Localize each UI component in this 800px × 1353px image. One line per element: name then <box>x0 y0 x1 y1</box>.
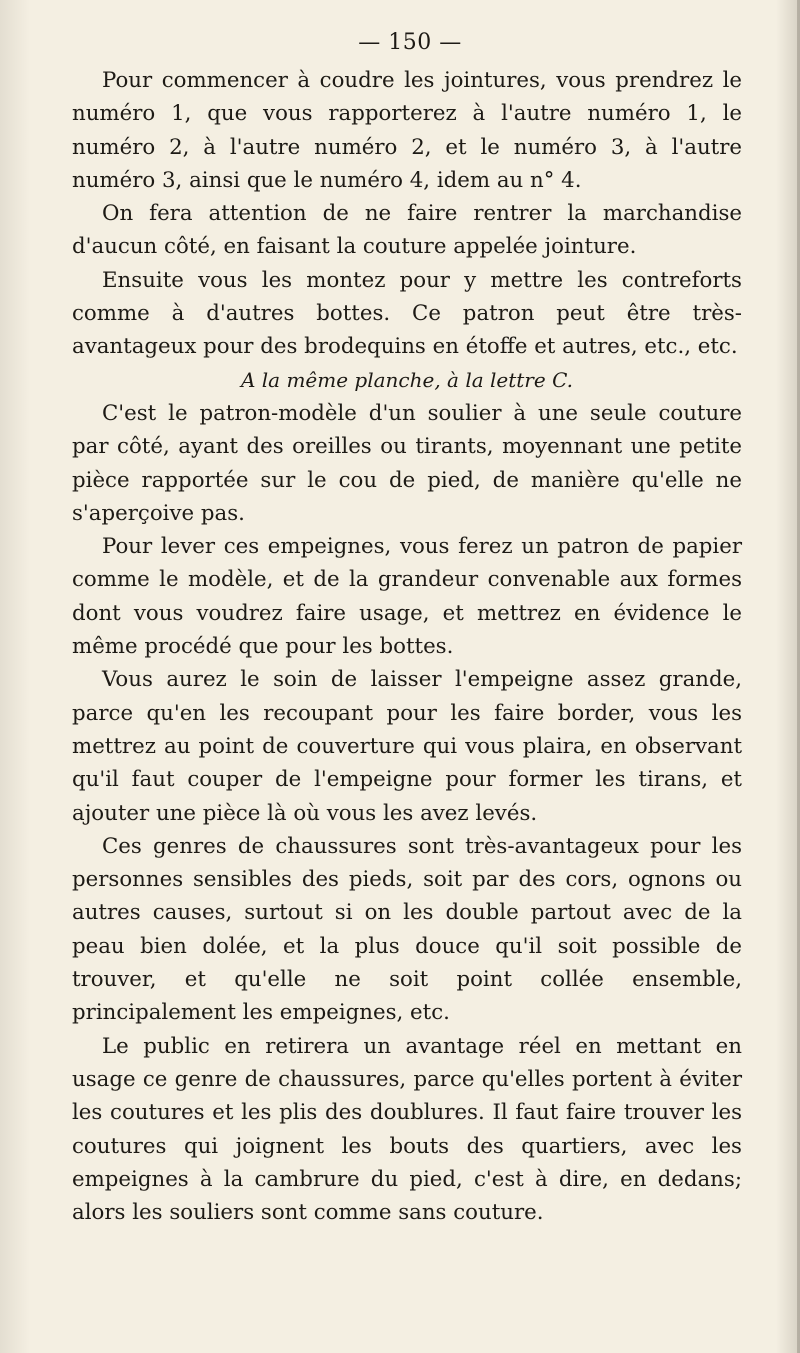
paragraph-4: C'est le patron-modèle d'un soulier à une seule couture par côté, ayant des oreilles ou tirants, moyennant une petite pièce rapportée sur le cou de pied, de manière qu'elle ne s'aperçoive pas. <box>72 400 742 526</box>
paragraph-5: Pour lever ces empeignes, vous ferez un patron de papier comme le modèle, et de la grandeur convenable aux formes dont vous voudrez faire usage, et mettrez en évidence le même procédé que pour les bottes. <box>72 534 742 660</box>
paragraph-6: Vous aurez le soin de laisser l'empeigne assez grande, parce qu'en les recoupant pour les faire border, vous les mettrez au point de couverture qui vous plaira, en observant qu'il faut couper de l'empeigne pour former les tirans, et ajouter une pièce là où vous les avez levés. <box>72 667 742 826</box>
page-number-header: — 150 — <box>358 30 462 55</box>
paragraph-7: Ces genres de chaussures sont très-avantageux pour les personnes sensibles des pieds, soit par des cors, ognons ou autres causes, surtout si on les double partout avec de la peau bien dolée, et la plus douce qu'il soit possible de trouver, et qu'elle ne soit point collée ensemble, principalement les empeignes, etc. <box>72 833 742 1026</box>
body-text <box>72 64 742 1229</box>
paragraph-8: Le public en retirera un avantage réel en mettant en usage ce genre de chaussures, parce qu'elles portent à éviter les coutures et les plis des doublures. Il faut faire trouver les coutures qui joignent les bouts des quartiers, avec les empeignes à la cambrure du pied, c'est à dire, en dedans; alors les souliers sont comme sans couture. <box>72 1033 742 1226</box>
section-heading: A la même planche, à la lettre C. <box>240 367 574 392</box>
paragraph-3: Ensuite vous les montez pour y mettre les contreforts comme à d'autres bottes. Ce patron peut être très-avantageux pour des brodequins en étoffe et autres, etc., etc. <box>72 267 742 360</box>
paragraph-1: Pour commencer à coudre les jointures, vous prendrez le numéro 1, que vous rapporterez à l'autre numéro 1, le numéro 2, à l'autre numéro 2, et le numéro 3, à l'autre numéro 3, ainsi que le numéro 4, idem au n° 4. <box>72 68 742 193</box>
paragraph-2: On fera attention de ne faire rentrer la marchandise d'aucun côté, en faisant la couture appelée jointure. <box>72 201 742 260</box>
